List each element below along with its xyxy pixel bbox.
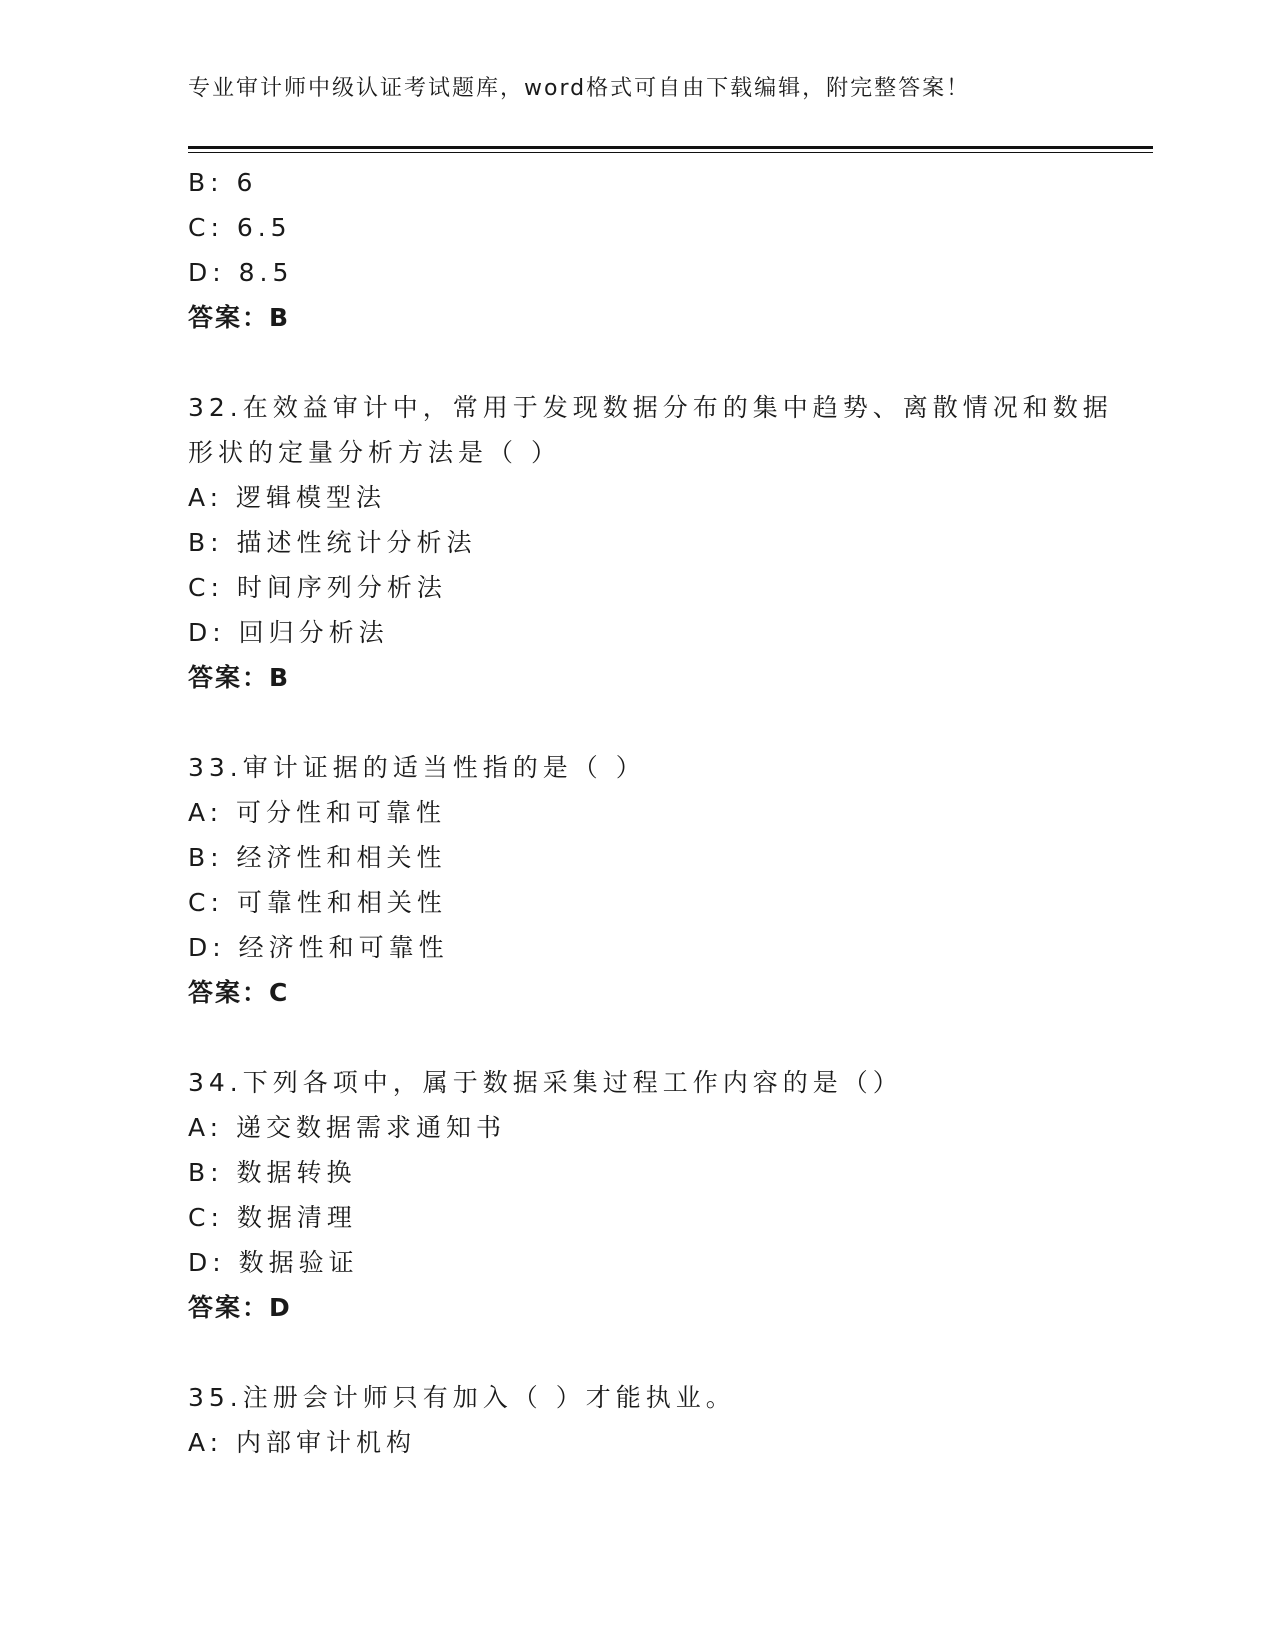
question-35 <box>188 1375 1153 1465</box>
option-d: D: 8.5 <box>188 258 294 287</box>
page-header: 专业审计师中级认证考试题库，word格式可自由下载编辑，附完整答案！ <box>188 76 971 101</box>
option-c: C: 可靠性和相关性 <box>188 888 447 917</box>
question-stem: 32.在效益审计中，常用于发现数据分布的集中趋势、离散情况和数据 <box>188 393 1113 422</box>
option-a: A: 逻辑模型法 <box>188 483 387 512</box>
option-a: A: 内部审计机构 <box>188 1428 417 1457</box>
option-b: B: 6 <box>188 168 258 197</box>
question-stem: 34.下列各项中，属于数据采集过程工作内容的是（） <box>188 1068 903 1097</box>
answer: 答案：B <box>188 663 291 692</box>
question-32 <box>188 385 1153 700</box>
option-c: C: 数据清理 <box>188 1203 357 1232</box>
question-33 <box>188 745 1153 1015</box>
question-content <box>188 160 1153 1465</box>
option-b: B: 描述性统计分析法 <box>188 528 477 557</box>
option-a: A: 递交数据需求通知书 <box>188 1113 507 1142</box>
question-stem: 形状的定量分析方法是（ ） <box>188 438 561 467</box>
question-stem: 35.注册会计师只有加入（ ）才能执业。 <box>188 1383 736 1412</box>
answer: 答案：D <box>188 1293 292 1322</box>
answer: 答案：C <box>188 978 290 1007</box>
spacer <box>188 1330 1153 1375</box>
question-34 <box>188 1060 1153 1330</box>
answer: 答案：B <box>188 303 291 332</box>
header-rule-thick <box>188 146 1153 149</box>
option-c: C: 时间序列分析法 <box>188 573 447 602</box>
question-31-tail <box>188 160 1153 340</box>
option-d: D: 回归分析法 <box>188 618 389 647</box>
option-b: B: 数据转换 <box>188 1158 357 1187</box>
option-a: A: 可分性和可靠性 <box>188 798 447 827</box>
option-c: C: 6.5 <box>188 213 292 242</box>
option-b: B: 经济性和相关性 <box>188 843 447 872</box>
option-d: D: 经济性和可靠性 <box>188 933 449 962</box>
question-stem: 33.审计证据的适当性指的是（ ） <box>188 753 646 782</box>
spacer <box>188 1015 1153 1060</box>
header-rule-thin <box>188 152 1153 153</box>
option-d: D: 数据验证 <box>188 1248 359 1277</box>
spacer <box>188 340 1153 385</box>
spacer <box>188 700 1153 745</box>
